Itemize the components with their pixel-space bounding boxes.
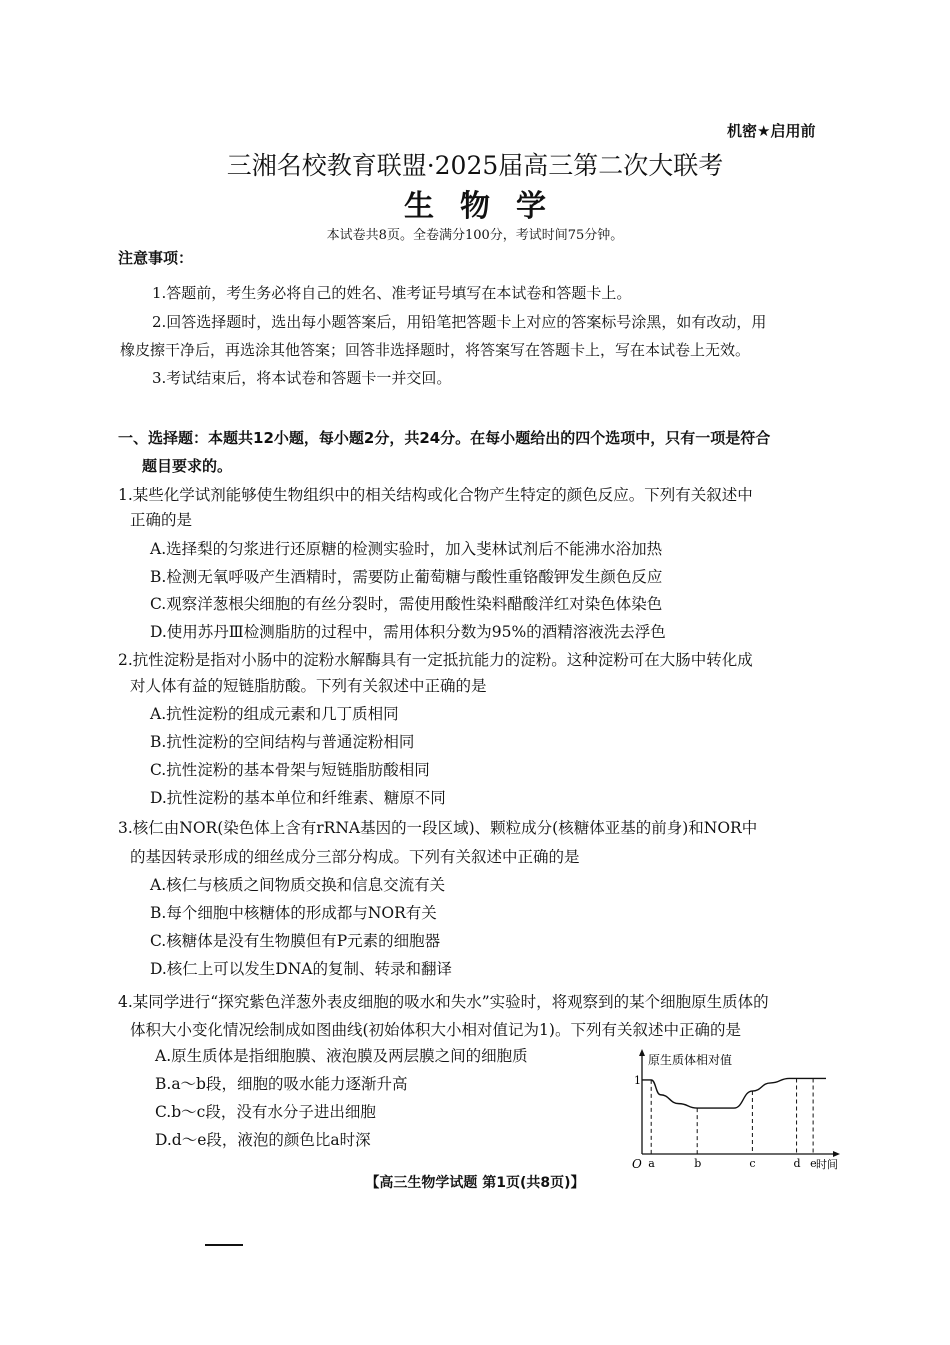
option-b: B.抗性淀粉的空间结构与普通淀粉相同: [150, 733, 415, 751]
section-heading-cont: 题目要求的。: [142, 457, 233, 475]
volume-curve-line: [642, 1078, 826, 1108]
exam-title: 三湘名校教育联盟·2025届高三第二次大联考: [226, 151, 724, 180]
notice-line: 2.回答选择题时，选出每小题答案后，用铅笔把答题卡上对应的答案标号涂黑，如有改动，用: [152, 313, 767, 331]
x-tick-label-c: c: [749, 1157, 756, 1170]
notice-line: 橡皮擦干净后，再选涂其他答案；回答非选择题时，将答案写在答题卡上，写在本试卷上无效。: [120, 341, 751, 359]
option-a: A.抗性淀粉的组成元素和几丁质相同: [150, 705, 399, 723]
volume-curve-chart: [626, 1044, 850, 1172]
x-axis-arrow: [833, 1151, 840, 1157]
option-b: B.检测无氧呼吸产生酒精时，需要防止葡萄糖与酸性重铬酸钾发生颜色反应: [150, 568, 663, 586]
x-axis-label: 时间: [816, 1158, 838, 1171]
exam-info: 本试卷共8页。全卷满分100分，考试时间75分钟。: [326, 228, 624, 243]
x-tick-label-b: b: [694, 1157, 702, 1170]
subject-title: 生物学: [404, 189, 572, 224]
section-heading: 一、选择题：本题共12小题，每小题2分，共24分。在每小题给出的四个选项中，只有一项是符合: [118, 429, 771, 447]
option-b: B.a～b段，细胞的吸水能力逐渐升高: [155, 1075, 408, 1093]
question-stem: 1.某些化学试剂能够使生物组织中的相关结构或化合物产生特定的颜色反应。下列有关叙述中: [118, 486, 753, 504]
y-axis-label: 原生质体相对值: [648, 1053, 733, 1067]
page-footer: 【高三生物学试题 第1页(共8页)】: [365, 1175, 585, 1191]
notice-line: 1.答题前，考生务必将自己的姓名、准考证号填写在本试卷和答题卡上。: [152, 284, 632, 302]
confidential-label: 机密★启用前: [727, 122, 816, 140]
notice-line: 3.考试结束后，将本试卷和答题卡一并交回。: [152, 369, 452, 387]
question-stem-cont: 对人体有益的短链脂肪酸。下列有关叙述中正确的是: [130, 677, 487, 695]
question-stem: 2.抗性淀粉是指对小肠中的淀粉水解酶具有一定抵抗能力的淀粉。这种淀粉可在大肠中转化成: [118, 651, 753, 669]
option-d: D.使用苏丹Ⅲ检测脂肪的过程中，需用体积分数为95%的酒精溶液洗去浮色: [150, 623, 666, 641]
x-tick-label-e: e: [810, 1157, 817, 1170]
option-a: A.原生质体是指细胞膜、液泡膜及两层膜之间的细胞质: [155, 1047, 528, 1065]
option-d: D.d～e段，液泡的颜色比a时深: [155, 1131, 371, 1149]
x-tick-label-d: d: [793, 1157, 801, 1170]
question-stem-cont: 正确的是: [130, 511, 193, 529]
y-tick-label: 1: [634, 1074, 641, 1087]
option-d: D.核仁上可以发生DNA的复制、转录和翻译: [150, 960, 452, 978]
origin-label: O: [632, 1157, 642, 1171]
y-axis-arrow: [639, 1049, 645, 1056]
option-c: C.b～c段，没有水分子进出细胞: [155, 1103, 376, 1121]
stray-mark: [205, 1244, 243, 1246]
question-stem: 3.核仁由NOR(染色体上含有rRNA基因的一段区域)、颗粒成分(核糖体亚基的前身)和NOR中: [118, 819, 758, 837]
x-tick-label-a: a: [648, 1157, 655, 1170]
option-c: C.抗性淀粉的基本骨架与短链脂肪酸相同: [150, 761, 430, 779]
question-stem-cont: 体积大小变化情况绘制成如图曲线(初始体积大小相对值记为1)。下列有关叙述中正确的是: [130, 1021, 741, 1039]
question-stem-cont: 的基因转录形成的细丝成分三部分构成。下列有关叙述中正确的是: [130, 848, 580, 866]
option-a: A.选择梨的匀浆进行还原糖的检测实验时，加入斐林试剂后不能沸水浴加热: [150, 540, 663, 558]
question-stem: 4.某同学进行“探究紫色洋葱外表皮细胞的吸水和失水”实验时，将观察到的某个细胞原生质体的: [118, 993, 769, 1011]
option-c: C.核糖体是没有生物膜但有P元素的细胞器: [150, 932, 441, 950]
option-d: D.抗性淀粉的基本单位和纤维素、糖原不同: [150, 789, 446, 807]
option-c: C.观察洋葱根尖细胞的有丝分裂时，需使用酸性染料醋酸洋红对染色体染色: [150, 595, 663, 613]
option-a: A.核仁与核质之间物质交换和信息交流有关: [150, 876, 446, 894]
notice-heading: 注意事项：: [118, 249, 194, 267]
option-b: B.每个细胞中核糖体的形成都与NOR有关: [150, 904, 437, 922]
